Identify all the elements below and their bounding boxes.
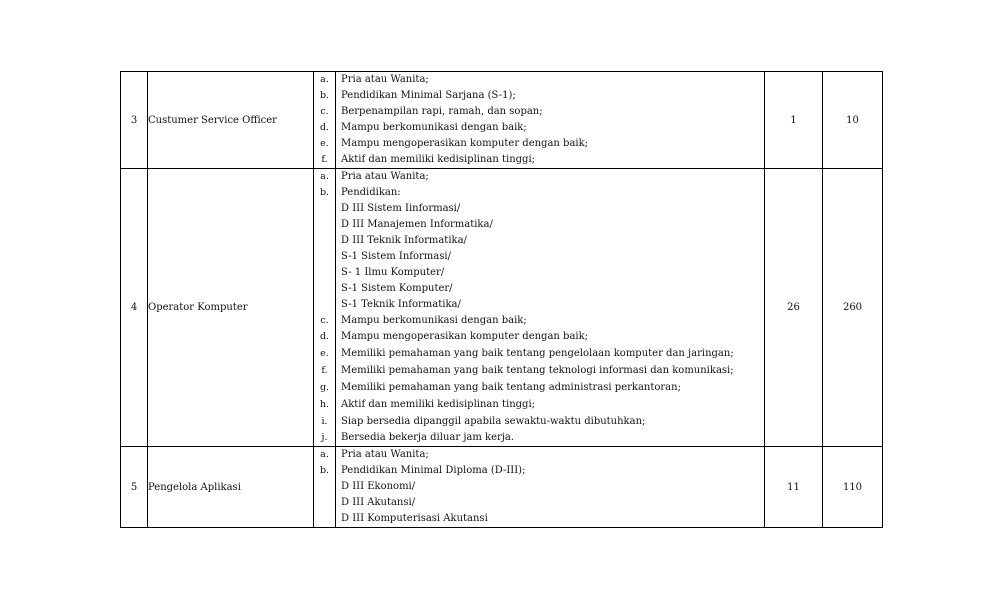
requirement-letter: c. xyxy=(320,315,329,326)
requirement-text: Aktif dan memiliki kedisiplinan tinggi; xyxy=(341,154,536,165)
table-row xyxy=(121,447,883,528)
requirement-text: Pria atau Wanita; xyxy=(341,171,429,182)
requirement-text: Aktif dan memiliki kedisiplinan tinggi; xyxy=(341,399,536,410)
table-row xyxy=(121,72,883,169)
row-number: 3 xyxy=(121,72,148,169)
requirement-texts xyxy=(336,447,765,528)
requirement-text: S-1 Sistem Komputer/ xyxy=(341,283,453,294)
requirement-texts xyxy=(336,169,765,447)
requirement-text: D III Komputerisasi Akutansi xyxy=(341,513,488,524)
requirement-text: Memiliki pemahaman yang baik tentang administrasi perkantoran; xyxy=(341,382,681,393)
requirement-letters xyxy=(314,447,336,528)
requirement-text: Mampu mengoperasikan komputer dengan baik; xyxy=(341,138,589,149)
requirement-letter: b. xyxy=(319,90,330,101)
requirement-text: S-1 Sistem Informasi/ xyxy=(341,251,451,262)
requirement-texts xyxy=(336,72,765,169)
row-number: 4 xyxy=(121,169,148,447)
requirement-text: Pendidikan Minimal Sarjana (S-1); xyxy=(341,90,516,101)
requirements-table-body xyxy=(121,72,883,528)
row-number: 5 xyxy=(121,447,148,528)
requirement-text: D III Sistem Iinformasi/ xyxy=(341,203,461,214)
requirement-text: Mampu berkomunikasi dengan baik; xyxy=(341,315,527,326)
requirement-letter: d. xyxy=(319,122,330,133)
requirement-letter xyxy=(314,233,335,249)
quota-count: 11 xyxy=(765,447,823,528)
requirement-letter xyxy=(314,201,335,217)
requirement-text: Pendidikan: xyxy=(341,187,401,198)
requirement-letter: f. xyxy=(321,154,328,165)
requirement-letter: f. xyxy=(321,365,328,376)
requirement-text: Memiliki pemahaman yang baik tentang pengelolaan komputer dan jaringan; xyxy=(341,348,734,359)
quota-count: 1 xyxy=(765,72,823,169)
requirement-letter: j. xyxy=(321,432,328,443)
total-count: 110 xyxy=(823,447,883,528)
requirement-letter xyxy=(314,511,335,527)
position-name: Custumer Service Officer xyxy=(148,72,314,169)
quota-count: 26 xyxy=(765,169,823,447)
requirement-letter: c. xyxy=(320,106,329,117)
requirement-letters xyxy=(314,72,336,169)
requirement-text: Pria atau Wanita; xyxy=(341,74,429,85)
requirement-letter xyxy=(314,297,335,313)
requirement-text: S-1 Teknik Informatika/ xyxy=(341,299,461,310)
requirement-text: Bersedia bekerja diluar jam kerja. xyxy=(341,432,515,443)
position-name: Operator Komputer xyxy=(148,169,314,447)
requirement-letter: a. xyxy=(320,171,329,182)
requirement-letter xyxy=(314,265,335,281)
requirement-text: Mampu mengoperasikan komputer dengan baik; xyxy=(341,331,589,342)
requirement-letter: g. xyxy=(319,382,330,393)
requirement-text: Mampu berkomunikasi dengan baik; xyxy=(341,122,527,133)
requirement-letter: e. xyxy=(320,348,329,359)
requirement-letter: b. xyxy=(319,465,330,476)
requirements-table xyxy=(120,71,883,528)
requirement-letter xyxy=(314,249,335,265)
requirement-letter xyxy=(314,479,335,495)
requirement-letter xyxy=(314,495,335,511)
requirement-text: S- 1 Ilmu Komputer/ xyxy=(341,267,445,278)
table-row xyxy=(121,169,883,447)
total-count: 10 xyxy=(823,72,883,169)
requirement-letter: i. xyxy=(321,416,328,427)
requirement-text: Berpenampilan rapi, ramah, dan sopan; xyxy=(341,106,543,117)
requirement-text: D III Teknik Informatika/ xyxy=(341,235,467,246)
requirement-text: Pendidikan Minimal Diploma (D-III); xyxy=(341,465,526,476)
requirement-letter xyxy=(314,281,335,297)
requirement-letter: a. xyxy=(320,449,329,460)
requirement-letter: b. xyxy=(319,187,330,198)
requirement-letter: a. xyxy=(320,74,329,85)
requirement-text: Pria atau Wanita; xyxy=(341,449,429,460)
requirement-letter: d. xyxy=(319,331,330,342)
requirement-text: D III Akutansi/ xyxy=(341,497,416,508)
requirement-letter: e. xyxy=(320,138,329,149)
requirement-text: Siap bersedia dipanggil apabila sewaktu-waktu dibutuhkan; xyxy=(341,416,646,427)
total-count: 260 xyxy=(823,169,883,447)
position-name: Pengelola Aplikasi xyxy=(148,447,314,528)
requirement-letter: h. xyxy=(319,399,330,410)
requirement-text: D III Ekonomi/ xyxy=(341,481,416,492)
requirement-text: Memiliki pemahaman yang baik tentang teknologi informasi dan komunikasi; xyxy=(341,365,734,376)
requirement-letter xyxy=(314,217,335,233)
requirement-text: D III Manajemen Informatika/ xyxy=(341,219,493,230)
requirement-letters xyxy=(314,169,336,447)
